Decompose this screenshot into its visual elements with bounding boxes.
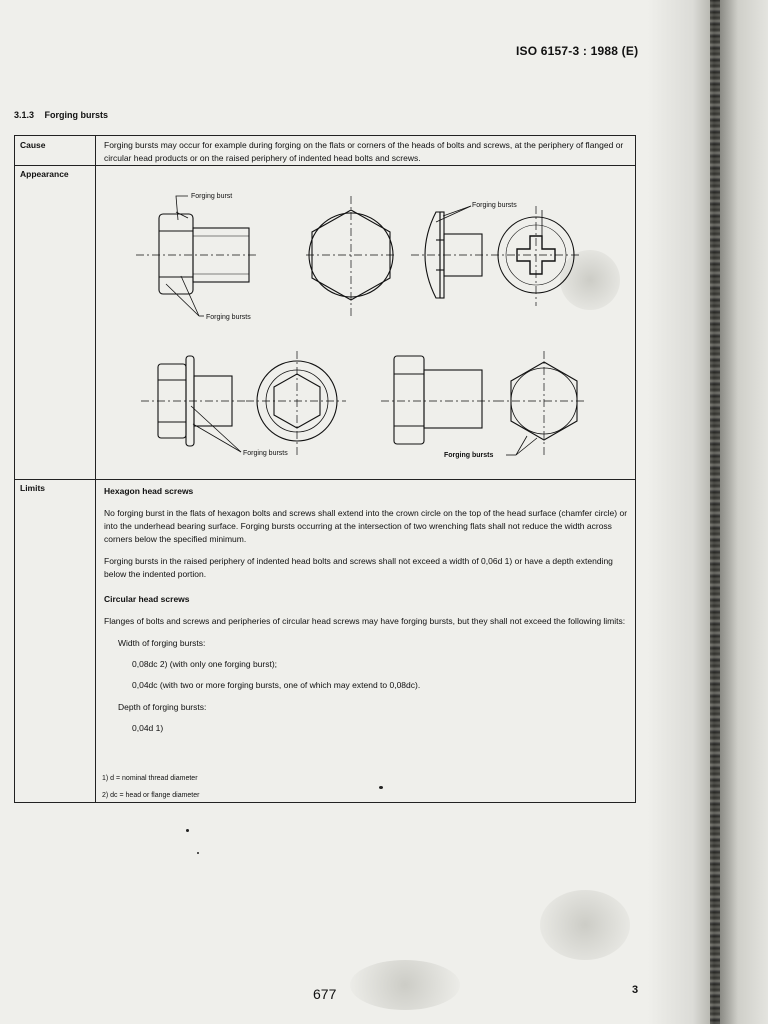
flange-hex-top-view: [246, 351, 346, 456]
scan-speck: [186, 829, 189, 832]
circular-paragraph: Flanges of bolts and screws and peripheries of circular head screws may have forging bursts, but they shall not exceed the following limits:: [104, 616, 626, 626]
width-limit-2: 0,04dc (with two or more forging bursts, one of which may extend to 0,08dc).: [132, 680, 421, 690]
width-label: Width of forging bursts:: [118, 638, 206, 648]
cross-recess-top-view: [491, 206, 581, 306]
callout-forging-bursts-3: Forging bursts: [243, 450, 288, 457]
scan-smudge: [540, 890, 630, 960]
depth-limit: 0,04d 1): [132, 723, 164, 733]
footnote-2: 2) dc = head or flange diameter: [102, 792, 200, 799]
cause-text: Forging bursts may occur for example during forging on the flats or corners of the heads of bolts and screws, at the periphery of flanged or circular head products or on the raised periphery of indented head bolts and screws.: [104, 140, 624, 163]
callout-forging-bursts-1: Forging bursts: [206, 314, 251, 321]
hexagon-paragraph-1: No forging burst in the flats of hexagon bolts and screws shall extend into the crown circle on the top of the head surface (chamfer circle) or into the underhead bearing surface. Forging bursts occurring at the intersection of two wrenching flats shall not reduce the width across corners below the specified minimum.: [104, 508, 628, 544]
limits-label: Limits: [20, 483, 46, 493]
hexagon-heading: Hexagon head screws: [104, 486, 194, 496]
callout-forging-bursts-4: Forging bursts: [444, 452, 494, 459]
flange-bolt-side-view: [141, 356, 246, 446]
section-number: 3.1.3: [14, 110, 35, 120]
defect-table: [14, 135, 636, 803]
callout-forging-bursts-2: Forging bursts: [472, 202, 517, 209]
sheet-number: 3: [632, 984, 639, 996]
row-divider: [15, 479, 635, 480]
scan-speck: [379, 786, 383, 789]
scan-smudge: [350, 960, 460, 1010]
hex-bolt-side-view-2: [381, 356, 496, 444]
hex-circle-top-view: [496, 351, 586, 456]
pan-head-side-view: [411, 212, 491, 298]
limits-content: [104, 485, 632, 735]
footnotes: [102, 770, 637, 804]
bolt-drawings-svg: [96, 166, 636, 479]
page-number: 677: [313, 986, 337, 1002]
depth-label: Depth of forging bursts:: [118, 702, 207, 712]
hex-head-top-view: [306, 196, 396, 316]
appearance-drawings: [96, 166, 636, 479]
hexagon-paragraph-2: Forging bursts in the raised periphery of indented head bolts and screws shall not exceed a width of 0,06d 1) or have a depth extending below the indented portion.: [104, 556, 613, 579]
circular-heading: Circular head screws: [104, 594, 190, 604]
callout-forging-burst: Forging burst: [191, 193, 233, 200]
scanned-page-edge: [648, 0, 768, 1024]
section-title: Forging bursts: [44, 110, 109, 120]
width-limit-1: 0,08dc 2) (with only one forging burst);: [132, 659, 278, 669]
callout-leaders: [166, 196, 542, 455]
hex-bolt-side-view: [136, 212, 256, 294]
footnote-1: 1) d = nominal thread diameter: [102, 775, 198, 782]
standard-reference: ISO 6157-3 : 1988 (E): [516, 44, 639, 58]
scan-speck: [197, 852, 199, 854]
appearance-label: Appearance: [20, 169, 69, 179]
section-heading: [14, 110, 108, 120]
cause-label: Cause: [20, 140, 46, 150]
